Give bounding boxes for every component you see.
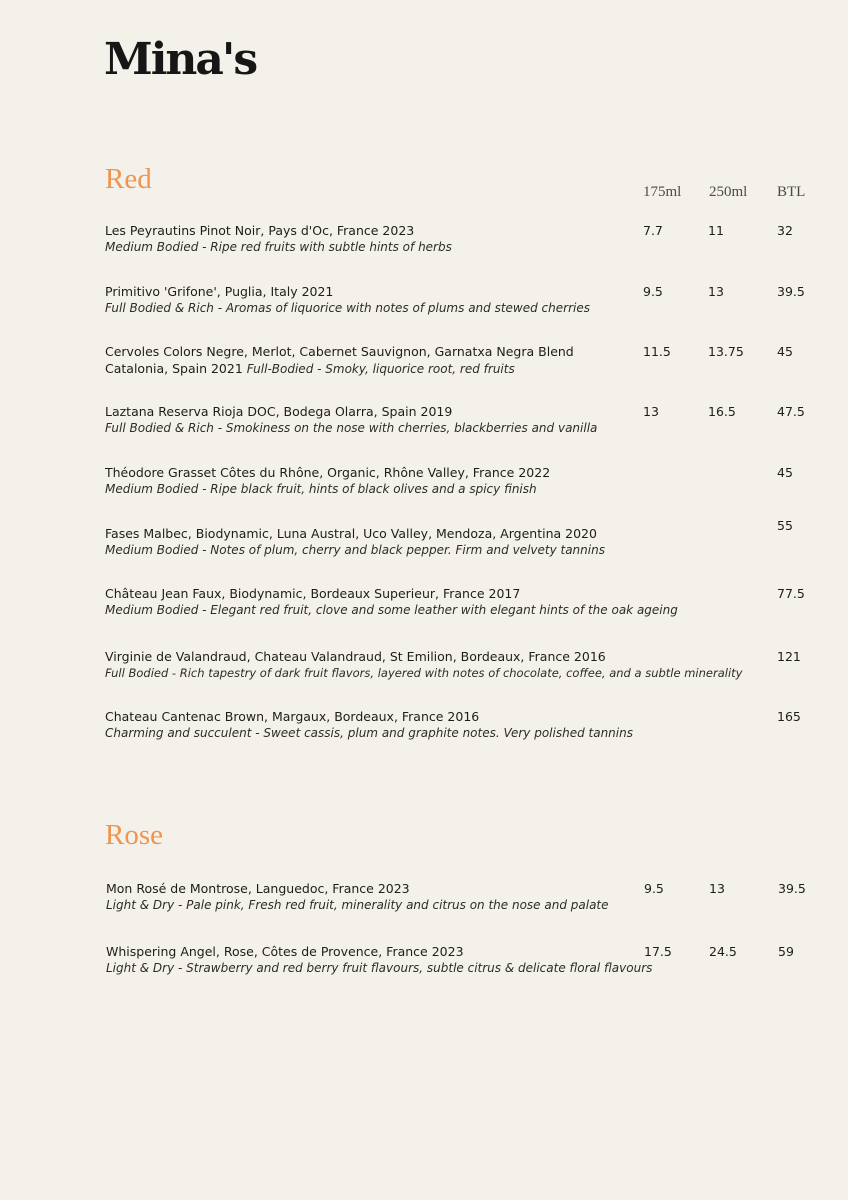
wine-name: Théodore Grasset Côtes du Rhône, Organic, Rhône Valley, France 2022 [105, 465, 551, 480]
logo: Mina's [104, 34, 257, 85]
wine-name: Chateau Cantenac Brown, Margaux, Bordeaux, France 2016 [105, 709, 480, 724]
price-btl: 47.5 [777, 404, 805, 419]
wine-desc: Full Bodied & Rich - Aromas of liquorice with notes of plums and stewed cherries [105, 301, 590, 315]
wine-region: Catalonia, Spain 2021 [105, 361, 243, 376]
price-btl: 165 [777, 709, 801, 724]
wine-item [105, 343, 805, 378]
wine-item [105, 518, 805, 559]
col-head-175ml: 175ml [643, 184, 682, 200]
wine-desc: Light & Dry - Strawberry and red berry fruit flavours, subtle citrus & delicate floral flavours [106, 961, 653, 975]
wine-name: Les Peyrautins Pinot Noir, Pays d'Oc, France 2023 [105, 223, 415, 238]
price-250: 13 [709, 881, 725, 896]
price-btl: 45 [777, 344, 793, 359]
section-title-rose: Rose [105, 819, 163, 851]
wine-desc: Charming and succulent - Sweet cassis, plum and graphite notes. Very polished tannins [105, 726, 633, 740]
price-btl: 55 [777, 518, 793, 533]
wine-desc: Full Bodied - Rich tapestry of dark fruit flavors, layered with notes of chocolate, coffee, and a subtle minerality [105, 666, 743, 680]
wine-name: Laztana Reserva Rioja DOC, Bodega Olarra, Spain 2019 [105, 404, 453, 419]
wine-name: Fases Malbec, Biodynamic, Luna Austral, Uco Valley, Mendoza, Argentina 2020 [105, 526, 597, 541]
wine-desc: Medium Bodied - Ripe red fruits with subtle hints of herbs [105, 240, 452, 254]
wine-name: Primitivo 'Grifone', Puglia, Italy 2021 [105, 284, 334, 299]
price-btl: 39.5 [777, 284, 805, 299]
wine-name: Mon Rosé de Montrose, Languedoc, France 2023 [106, 881, 410, 896]
price-btl: 121 [777, 649, 801, 664]
wine-desc: Full-Bodied - Smoky, liquorice root, red fruits [246, 362, 515, 376]
wine-item [105, 585, 805, 619]
wine-item [106, 880, 806, 914]
col-head-250ml: 250ml [709, 184, 748, 200]
wine-desc: Medium Bodied - Notes of plum, cherry and black pepper. Firm and velvety tannins [105, 543, 605, 557]
price-btl: 39.5 [778, 881, 806, 896]
price-250: 13.75 [708, 344, 744, 359]
price-175: 17.5 [644, 944, 672, 959]
wine-desc: Medium Bodied - Elegant red fruit, clove and some leather with elegant hints of the oak ageing [105, 603, 678, 617]
price-250: 13 [708, 284, 724, 299]
price-btl: 32 [777, 223, 793, 238]
price-btl: 77.5 [777, 586, 805, 601]
wine-item [105, 464, 805, 498]
wine-item [105, 222, 805, 256]
price-175: 13 [643, 404, 659, 419]
wine-item [105, 648, 805, 682]
wine-desc: Full Bodied & Rich - Smokiness on the nose with cherries, blackberries and vanilla [105, 421, 598, 435]
price-175: 9.5 [644, 881, 664, 896]
wine-desc: Medium Bodied - Ripe black fruit, hints of black olives and a spicy finish [105, 482, 537, 496]
price-175: 11.5 [643, 344, 671, 359]
price-btl: 59 [778, 944, 794, 959]
price-175: 9.5 [643, 284, 663, 299]
section-title-red: Red [105, 163, 152, 195]
wine-item [105, 708, 805, 742]
col-head-btl: BTL [777, 184, 806, 200]
price-250: 16.5 [708, 404, 736, 419]
wine-name: Whispering Angel, Rose, Côtes de Provence, France 2023 [106, 944, 464, 959]
price-175: 7.7 [643, 223, 663, 238]
wine-name: Virginie de Valandraud, Chateau Valandraud, St Emilion, Bordeaux, France 2016 [105, 649, 606, 664]
price-btl: 45 [777, 465, 793, 480]
price-250: 24.5 [709, 944, 737, 959]
wine-desc: Light & Dry - Pale pink, Fresh red fruit, minerality and citrus on the nose and palate [106, 898, 609, 912]
price-250: 11 [708, 223, 724, 238]
wine-name: Château Jean Faux, Biodynamic, Bordeaux Superieur, France 2017 [105, 586, 521, 601]
wine-name: Cervoles Colors Negre, Merlot, Cabernet Sauvignon, Garnatxa Negra Blend [105, 344, 574, 359]
wine-item [105, 403, 805, 437]
wine-item [105, 283, 805, 317]
wine-name-line2 [105, 360, 805, 378]
wine-item [106, 943, 806, 977]
